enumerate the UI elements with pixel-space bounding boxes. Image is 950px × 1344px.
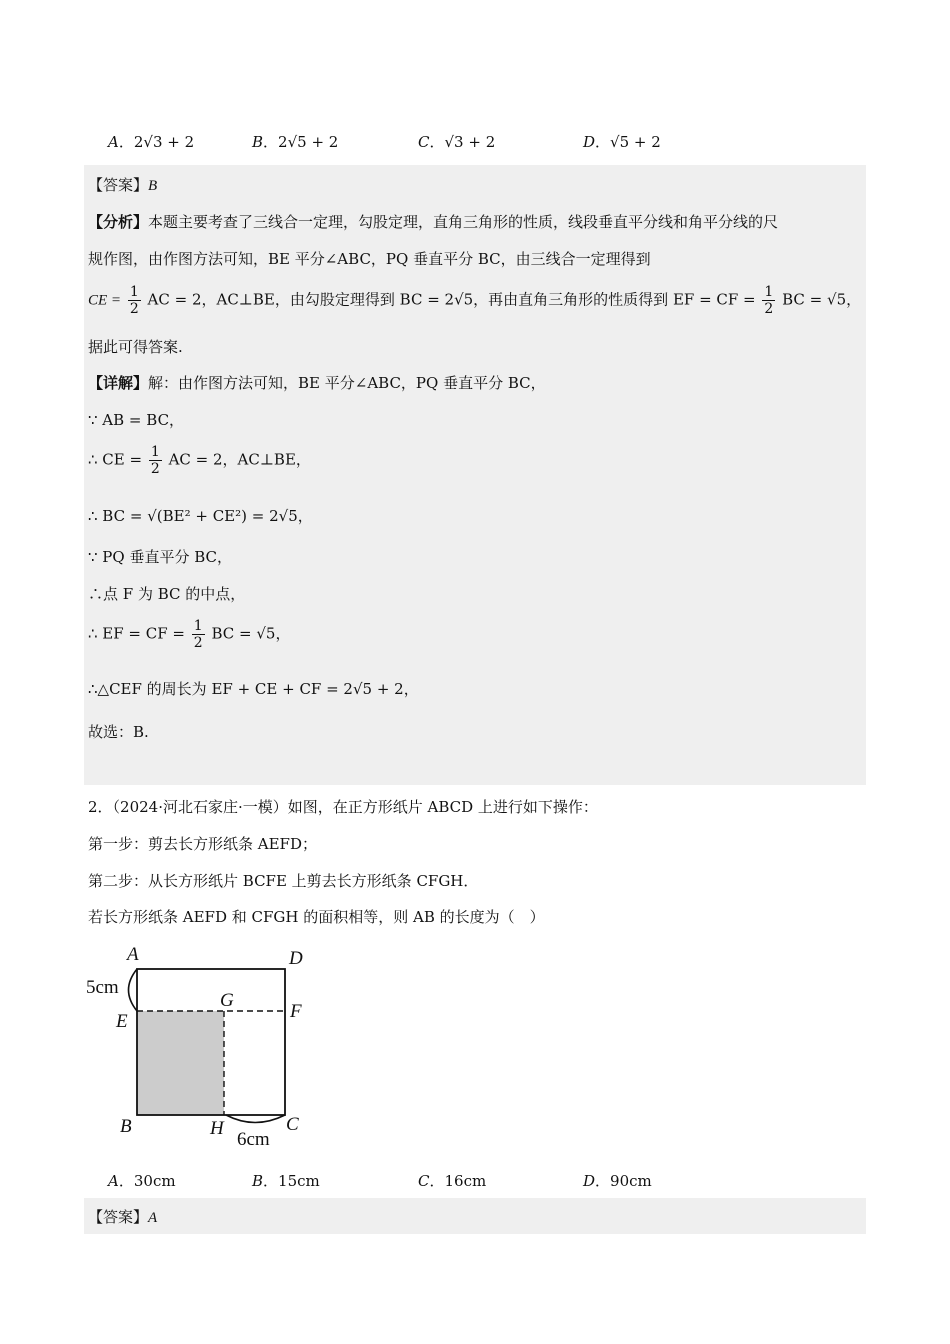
q1-option-d: D．√5 + 2 bbox=[583, 133, 661, 151]
q1-option-a: A．2√3 + 2 bbox=[108, 133, 195, 151]
frac-num: 1 bbox=[129, 284, 139, 300]
frac-num: 1 bbox=[764, 284, 774, 300]
option-key: D bbox=[583, 133, 596, 151]
label-f: F bbox=[290, 1001, 302, 1022]
option-text: √5 + 2 bbox=[610, 133, 661, 151]
math-text: AC = 2，AC⊥BE， bbox=[168, 450, 311, 469]
answer-tag: 【答案】 bbox=[88, 1208, 149, 1226]
q1-detail-line-6: ∴点 F 为 BC 的中点， bbox=[88, 585, 246, 603]
math-text: ∴ CE = bbox=[88, 450, 143, 469]
label-g: G bbox=[220, 990, 234, 1011]
option-text: 2√5 + 2 bbox=[278, 133, 339, 151]
q2-answer-box bbox=[84, 1198, 866, 1234]
label-c: C bbox=[286, 1114, 299, 1135]
q1-detail-line-9: 故选：B. bbox=[88, 723, 149, 741]
label-b: B bbox=[120, 1116, 132, 1137]
frac-den: 2 bbox=[150, 461, 160, 477]
q1-analysis-line-1 bbox=[88, 212, 778, 232]
brace-hc bbox=[226, 1115, 285, 1123]
brace-ae bbox=[129, 969, 138, 1011]
label-e: E bbox=[116, 1011, 128, 1032]
frac-den: 2 bbox=[764, 301, 774, 317]
q1-detail-line-2: ∵ AB = BC， bbox=[88, 411, 185, 429]
q1-option-b: B．2√5 + 2 bbox=[252, 133, 339, 151]
shaded-region-gh bbox=[137, 1011, 224, 1115]
label-a: A bbox=[127, 944, 139, 965]
option-key: B bbox=[252, 133, 264, 151]
fraction-half bbox=[762, 284, 775, 317]
answer-value: A bbox=[148, 1210, 158, 1226]
q2-option-b: B．15cm bbox=[252, 1172, 320, 1190]
analysis-text: 本题主要考查了三线合一定理，勾股定理，直角三角形的性质，线段垂直平分线和角平分线的尺 bbox=[148, 213, 779, 231]
q1-detail-line-4: ∴ BC = √(BE² + CE²) = 2√5， bbox=[88, 507, 313, 525]
option-text: 90cm bbox=[610, 1172, 652, 1190]
q2-title: 2．（2024·河北石家庄·一模）如图，在正方形纸片 ABCD 上进行如下操作： bbox=[88, 798, 598, 816]
q2-option-a: A．30cm bbox=[108, 1172, 176, 1190]
option-text: 2√3 + 2 bbox=[133, 133, 195, 151]
analysis-tag: 【分析】 bbox=[88, 213, 149, 231]
fraction-half bbox=[149, 444, 162, 477]
q1-analysis-line-4: 据此可得答案. bbox=[88, 338, 183, 356]
label-5cm: 5cm bbox=[86, 977, 119, 998]
math-text: ∴ EF = CF = bbox=[88, 624, 185, 643]
option-text: 16cm bbox=[444, 1172, 487, 1190]
q2-step-2: 第二步：从长方形纸片 BCFE 上剪去长方形纸条 CFGH． bbox=[88, 872, 479, 890]
q1-detail-line-1 bbox=[88, 373, 546, 393]
q1-option-c: C．√3 + 2 bbox=[418, 133, 496, 151]
frac-num: 1 bbox=[150, 444, 160, 460]
label-d: D bbox=[289, 948, 303, 969]
frac-den: 2 bbox=[129, 301, 139, 317]
q1-detail-line-5: ∵ PQ 垂直平分 BC， bbox=[88, 548, 233, 566]
fraction-half bbox=[192, 618, 205, 651]
answer-tag: 【答案】 bbox=[88, 176, 149, 194]
option-key: B bbox=[252, 1172, 264, 1190]
q1-answer-line bbox=[88, 175, 157, 196]
math-text: BC = √5， bbox=[782, 290, 862, 309]
option-text: 30cm bbox=[133, 1172, 176, 1190]
frac-num: 1 bbox=[193, 618, 203, 634]
fraction-half bbox=[128, 284, 141, 317]
option-key: A bbox=[108, 133, 119, 151]
math-text: AC = 2，AC⊥BE，由勾股定理得到 BC = 2√5，再由直角三角形的性质得到 EF = CF = bbox=[147, 290, 756, 309]
q1-detail-line-7 bbox=[88, 618, 290, 651]
label-6cm: 6cm bbox=[237, 1129, 270, 1150]
detail-text: 解：由作图方法可知，BE 平分∠ABC，PQ 垂直平分 BC， bbox=[148, 374, 546, 392]
q2-answer-line bbox=[88, 1207, 157, 1228]
option-text: 15cm bbox=[278, 1172, 320, 1190]
option-text: √3 + 2 bbox=[444, 133, 496, 151]
answer-value: B bbox=[148, 178, 158, 194]
option-key: D bbox=[583, 1172, 596, 1190]
q1-analysis-line-3 bbox=[88, 284, 861, 317]
q1-detail-line-8: ∴△CEF 的周长为 EF + CE + CF = 2√5 + 2， bbox=[88, 680, 419, 698]
frac-den: 2 bbox=[193, 635, 203, 651]
q1-analysis-line-2: 规作图，由作图方法可知，BE 平分∠ABC，PQ 垂直平分 BC，由三线合一定理得到 bbox=[88, 250, 651, 268]
q1-detail-line-3 bbox=[88, 444, 311, 477]
math-text: CE = bbox=[88, 292, 122, 309]
option-key: C bbox=[418, 1172, 430, 1190]
detail-tag: 【详解】 bbox=[88, 374, 149, 392]
label-h: H bbox=[210, 1118, 224, 1139]
q2-step-1: 第一步：剪去长方形纸条 AEFD； bbox=[88, 835, 317, 853]
q2-option-d: D．90cm bbox=[583, 1172, 652, 1190]
option-key: A bbox=[108, 1172, 119, 1190]
math-text: BC = √5， bbox=[211, 624, 291, 643]
q2-question: 若长方形纸条 AEFD 和 CFGH 的面积相等，则 AB 的长度为（ ） bbox=[88, 908, 545, 926]
option-key: C bbox=[418, 133, 430, 151]
q2-option-c: C．16cm bbox=[418, 1172, 487, 1190]
